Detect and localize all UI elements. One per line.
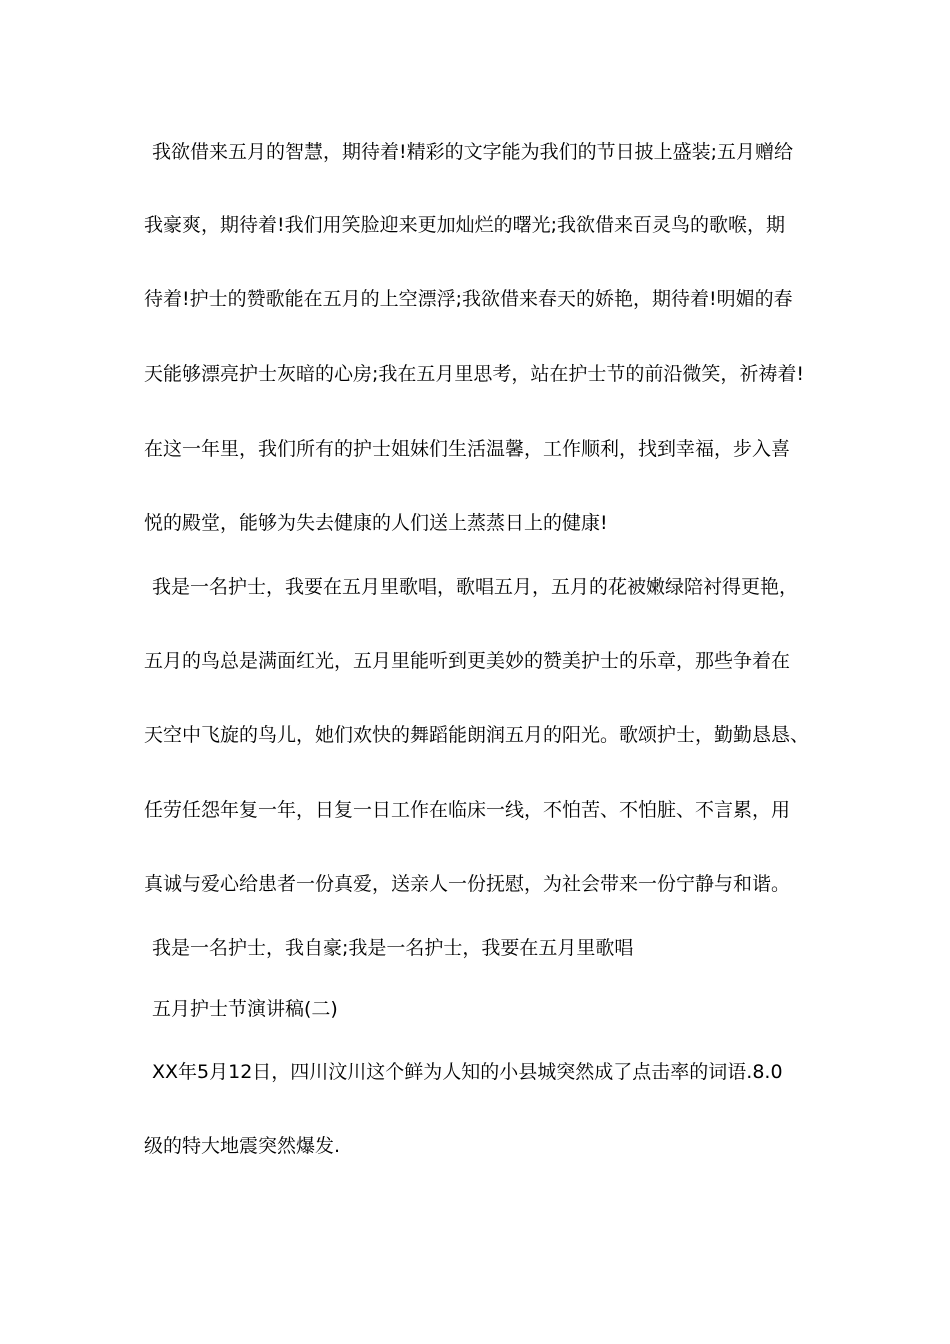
paragraph-1-line-6: 悦的殿堂，能够为失去健康的人们送上蒸蒸日上的健康! [144, 512, 608, 534]
paragraph-1-line-2: 我豪爽，期待着!我们用笑脸迎来更加灿烂的曙光;我欲借来百灵鸟的歌喉，期 [144, 214, 786, 236]
paragraph-1-line-1: 我欲借来五月的智慧，期待着!精彩的文字能为我们的节日披上盛装;五月赠给 [152, 141, 794, 163]
paragraph-1-line-5: 在这一年里，我们所有的护士姐妹们生活温馨，工作顺利，找到幸福，步入喜 [144, 438, 791, 460]
paragraph-1-line-4: 天能够漂亮护士灰暗的心房;我在五月里思考，站在护士节的前沿微笑，祈祷着! [144, 363, 805, 385]
paragraph-3-line-1: 我是一名护士，我自豪;我是一名护士，我要在五月里歌唱 [152, 937, 634, 959]
paragraph-2-line-3: 天空中飞旋的鸟儿，她们欢快的舞蹈能朗润五月的阳光。歌颂护士，勤勤恳恳、 [144, 724, 810, 746]
paragraph-1-line-3: 待着!护士的赞歌能在五月的上空漂浮;我欲借来春天的娇艳，期待着!明媚的春 [144, 288, 793, 310]
paragraph-2-line-1: 我是一名护士，我要在五月里歌唱，歌唱五月，五月的花被嫩绿陪衬得更艳， [152, 576, 799, 598]
section-heading: 五月护士节演讲稿(二) [152, 998, 338, 1020]
paragraph-2-line-5: 真诚与爱心给患者一份真爱，送亲人一份抚慰，为社会带来一份宁静与和谐。 [144, 873, 791, 895]
paragraph-5-line-1: XX年5月12日，四川汶川这个鲜为人知的小县城突然成了点击率的词语.8.0 [152, 1061, 783, 1083]
paragraph-2-line-2: 五月的鸟总是满面红光，五月里能听到更美妙的赞美护士的乐章，那些争着在 [144, 650, 791, 672]
paragraph-2-line-4: 任劳任怨年复一年，日复一日工作在临床一线，不怕苦、不怕脏、不言累，用 [144, 799, 791, 821]
paragraph-5-line-2: 级的特大地震突然爆发. [144, 1135, 341, 1157]
